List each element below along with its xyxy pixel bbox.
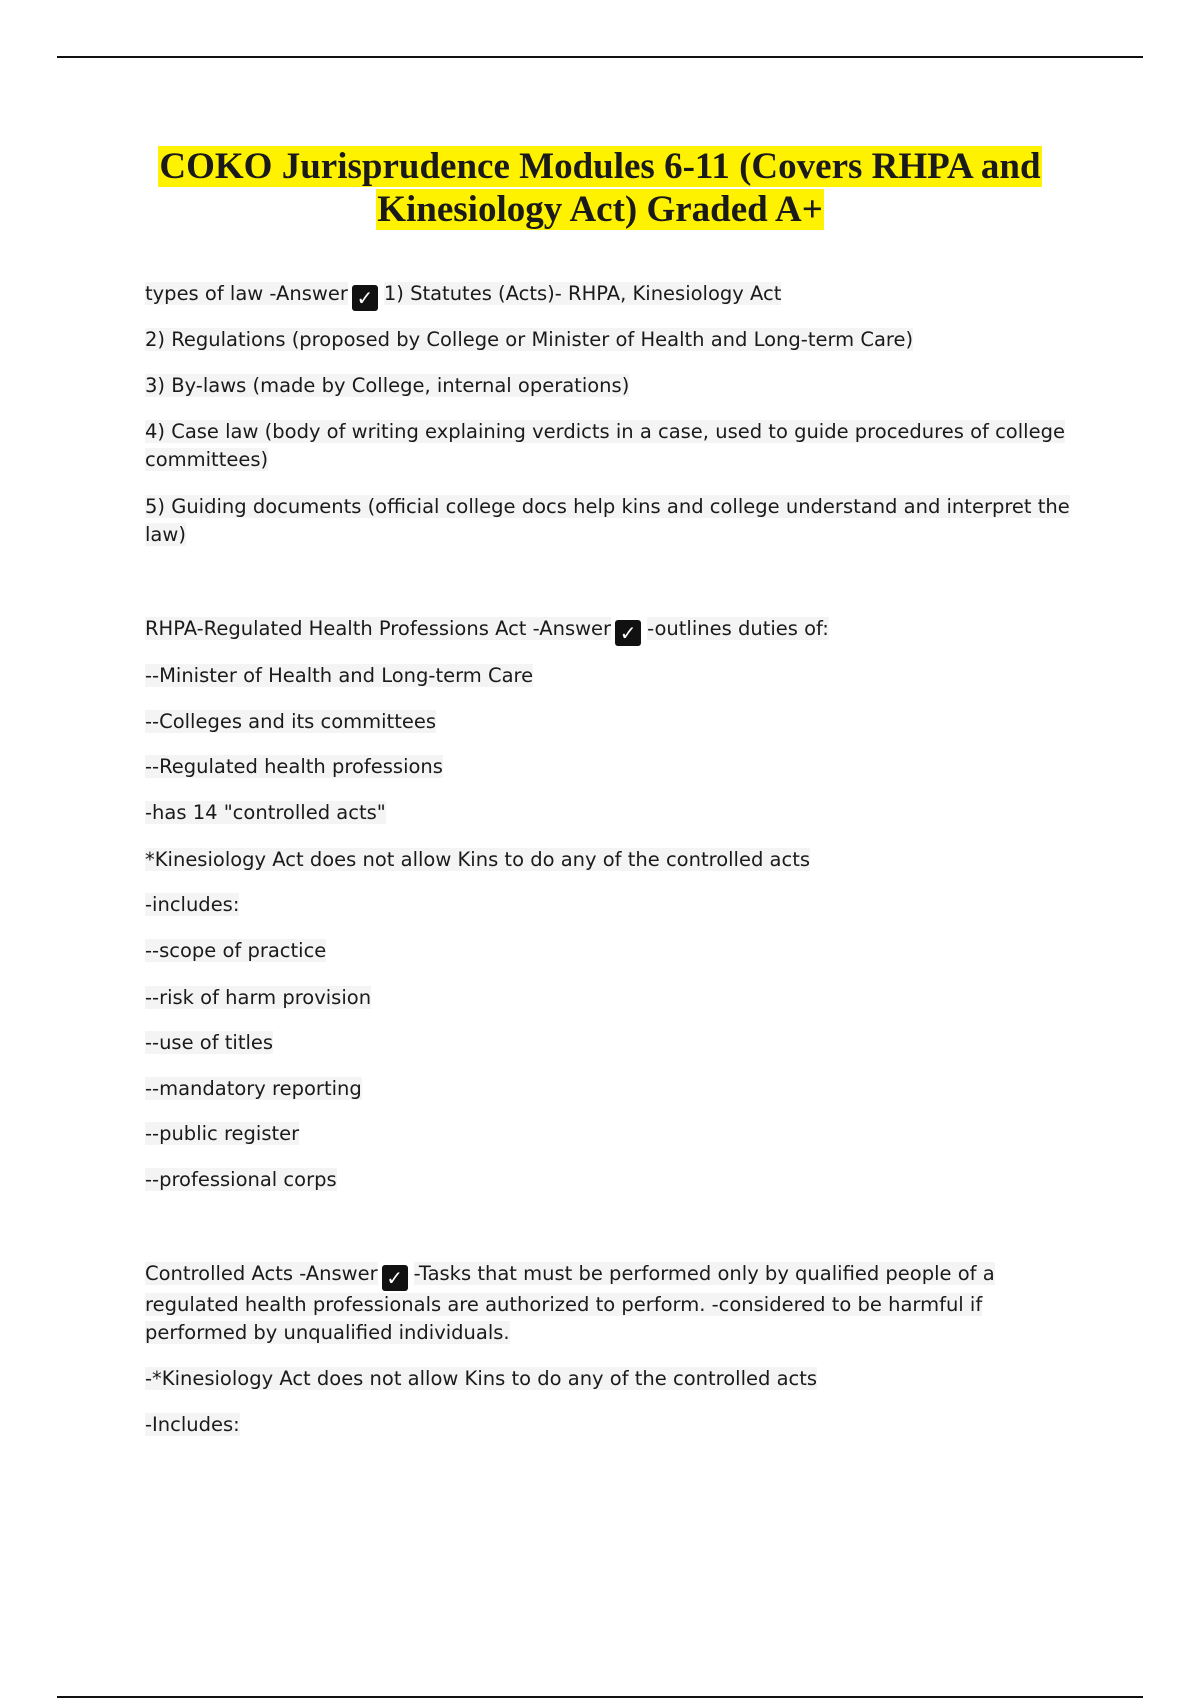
answer-text: 1) Statutes (Acts)- RHPA, Kinesiology Act — [383, 282, 782, 305]
list-item: 5) Guiding documents (official college docs help kins and college understand and interpret the law) — [145, 495, 1070, 546]
list-item: *Kinesiology Act does not allow Kins to do any of the controlled acts — [145, 848, 811, 871]
qa-rhpa — [145, 615, 1075, 646]
check-box-icon: ✓ — [615, 620, 641, 646]
list-item: 2) Regulations (proposed by College or Minister of Health and Long-term Care) — [145, 328, 914, 351]
question-text: Controlled Acts -Answer — [145, 1262, 378, 1285]
title-line-1: COKO Jurisprudence Modules 6-11 (Covers RHPA and — [159, 146, 1041, 187]
list-item: --Colleges and its committees — [145, 710, 436, 733]
list-item: --mandatory reporting — [145, 1077, 362, 1100]
question-text: RHPA-Regulated Health Professions Act -Answer — [145, 617, 612, 640]
list-item: -has 14 "controlled acts" — [145, 801, 386, 824]
list-item: 4) Case law (body of writing explaining verdicts in a case, used to guide procedures of college committees) — [145, 420, 1065, 471]
list-item: -Includes: — [145, 1413, 240, 1436]
list-item: --professional corps — [145, 1168, 337, 1191]
list-item: 3) By-laws (made by College, internal operations) — [145, 374, 630, 397]
list-item: --Minister of Health and Long-term Care — [145, 664, 534, 687]
list-item: -*Kinesiology Act does not allow Kins to do any of the controlled acts — [145, 1367, 818, 1390]
list-item: --use of titles — [145, 1031, 274, 1054]
answer-text: -outlines duties of: — [647, 617, 829, 640]
list-item: --Regulated health professions — [145, 755, 443, 778]
list-item: --scope of practice — [145, 939, 327, 962]
footer-rule — [57, 1696, 1143, 1698]
document-title — [120, 145, 1080, 231]
qa-types-of-law — [145, 280, 1075, 311]
check-box-icon: ✓ — [352, 285, 378, 311]
qa-controlled-acts — [145, 1260, 1075, 1347]
list-item: -includes: — [145, 893, 240, 916]
check-box-icon: ✓ — [382, 1265, 408, 1291]
title-line-2: Kinesiology Act) Graded A+ — [377, 189, 823, 230]
answer-text: -Tasks that must be performed only by qualified people of a regulated health professionals are authorized to perform. -considered to be harmful if performed by unqualified individuals. — [145, 1262, 995, 1344]
list-item: --public register — [145, 1122, 300, 1145]
question-text: types of law -Answer — [145, 282, 348, 305]
list-item: --risk of harm provision — [145, 986, 372, 1009]
header-rule — [57, 56, 1143, 58]
